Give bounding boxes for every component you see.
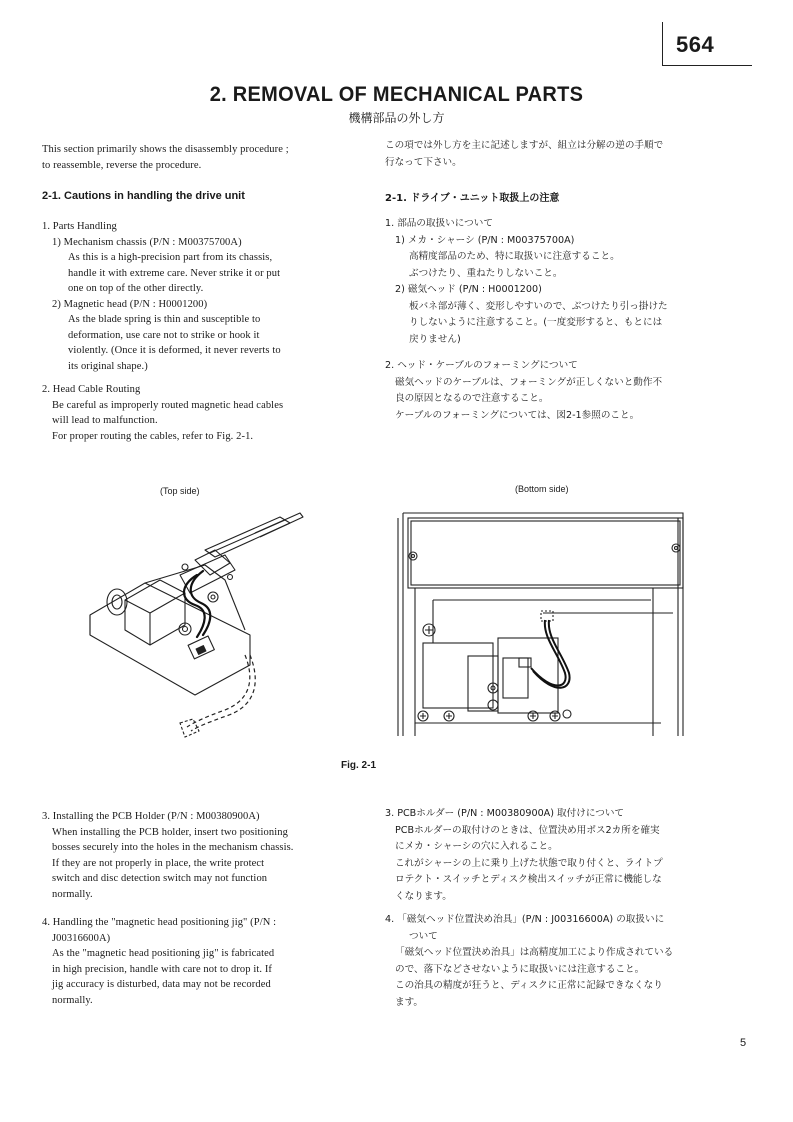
text-line: ケーブルのフォーミングについては、図2-1参照のこと。 [395, 409, 640, 421]
page-title-jp: 機構部品の外し方 [348, 111, 445, 125]
page-code-rule-vertical [662, 22, 663, 66]
text-line: 4. Handling the "magnetic head positioning jig" (P/N : [42, 917, 277, 928]
section-2-1-jp [385, 216, 668, 424]
text-line: deformation, use care not to strike or hook it [68, 329, 260, 341]
text-line: 2) Magnetic head (P/N : H0001200) [52, 298, 208, 310]
text-line: ロテクト・スイッチとディスク検出スイッチが正常に機能しな [395, 874, 662, 885]
text-line: 良の原因となるので注意すること。 [395, 393, 549, 404]
intro-jp-line: この項では外し方を主に記述しますが、組立は分解の逆の手順で [385, 140, 664, 151]
text-line: にメカ・シャーシの穴に入れること。 [395, 841, 558, 852]
text-line: ついて [409, 930, 438, 942]
text-line: bosses securely into the holes in the mechanism chassis. [52, 842, 294, 853]
text-line: in high precision, handle with care not to drop it. If [52, 963, 273, 975]
text-line: 「磁気ヘッド位置決め治具」は高精度加工により作成されている [395, 947, 674, 958]
text-line: ぶつけたり、重ねたりしないこと。 [409, 267, 563, 279]
section-4-en [42, 915, 276, 1008]
section-4-jp [385, 912, 673, 1011]
text-line: 3. PCBホルダー (P/N : M00380900A) 取付けについて [385, 808, 625, 819]
text-line: its original shape.) [68, 360, 148, 372]
figure-bottom-label: (Bottom side) [515, 484, 569, 494]
text-line: normally. [52, 888, 93, 900]
intro-en-line: This section primarily shows the disassembly procedure ; [42, 144, 289, 155]
text-line: 板バネ部が薄く、変形しやすいので、ぶつけたり引っ掛けた [409, 300, 668, 312]
intro-en-line: to reassemble, reverse the procedure. [42, 159, 202, 171]
page-code-rule-horizontal [662, 65, 752, 66]
text-line: PCBホルダーの取付けのときは、位置決め用ボス2カ所を確実 [395, 824, 660, 836]
section-heading-2-1-jp: 2-1. ドライブ・ユニット取扱上の注意 [385, 193, 560, 204]
text-line: 2. Head Cable Routing [42, 384, 141, 395]
text-line: As this is a high-precision part from its chassis, [68, 252, 273, 263]
text-line: normally. [52, 994, 93, 1006]
text-line: 2. ヘッド・ケーブルのフォーミングについて [385, 360, 578, 371]
section-3-jp [385, 806, 663, 905]
text-line: J00316600A) [52, 932, 111, 944]
figure-top-label: (Top side) [160, 486, 200, 496]
text-line: Be careful as improperly routed magnetic head cables [52, 399, 284, 411]
text-line: くなります。 [395, 890, 452, 902]
text-line: jig accuracy is disturbed, data may not be recorded [52, 979, 271, 990]
section-3-en [42, 809, 294, 902]
page-number: 5 [740, 1037, 747, 1049]
top-side-illustration [85, 505, 325, 745]
text-line: 磁気ヘッドのケーブルは、フォーミングが正しくないと動作不 [395, 376, 663, 388]
text-line: If they are not properly in place, the write protect [52, 857, 265, 869]
text-line: りしないように注意すること。(一度変形すると、もとには [409, 317, 663, 328]
text-line: As the "magnetic head positioning jig" is fabricated [52, 948, 275, 959]
page-title: 2. REMOVAL OF MECHANICAL PARTS [209, 82, 584, 106]
text-line: will lead to malfunction. [52, 415, 158, 426]
text-line: ので、落下などさせないように取扱いには注意すること。 [395, 963, 645, 975]
text-line: これがシャーシの上に乗り上げた状態で取り付くと、ライトプ [395, 857, 663, 869]
bottom-side-illustration [393, 508, 693, 736]
text-line: 2) 磁気ヘッド (P/N : H0001200) [395, 284, 542, 295]
text-line: この治具の精度が狂うと、ディスクに正常に記録できなくなり [395, 980, 663, 991]
text-line: handle it with extreme care. Never strike it or put [68, 267, 281, 279]
text-line: When installing the PCB holder, insert two positioning [52, 826, 288, 838]
figure-caption: Fig. 2-1 [341, 760, 377, 771]
text-line: 1) Mechanism chassis (P/N : M00375700A) [52, 236, 242, 248]
text-line: 3. Installing the PCB Holder (P/N : M00380900A) [42, 811, 260, 822]
text-line: ます。 [395, 996, 424, 1008]
text-line: 1. 部品の取扱いについて [385, 218, 493, 229]
text-line: 1) メカ・シャーシ (P/N : M00375700A) [395, 234, 575, 246]
text-line: one on top of the other directly. [68, 283, 204, 294]
intro-jp-line: 行なって下さい。 [385, 156, 462, 168]
page-code: 564 [676, 32, 715, 57]
text-line: switch and disc detection switch may not function [52, 873, 268, 884]
intro-en [42, 142, 289, 173]
text-line: For proper routing the cables, refer to Fig. 2-1. [52, 430, 254, 442]
text-line: 戻りません) [409, 333, 461, 345]
text-line: 1. Parts Handling [42, 221, 117, 232]
intro-jp [385, 138, 663, 171]
text-line: violently. (Once it is deformed, it never reverts to [68, 345, 281, 356]
text-line: As the blade spring is thin and susceptible to [68, 314, 261, 325]
section-2-1-en [42, 219, 283, 444]
text-line: 高精度部品のため、特に取扱いに注意すること。 [409, 251, 620, 262]
section-heading-2-1: 2-1. Cautions in handling the drive unit [42, 190, 245, 202]
text-line: 4. 「磁気ヘッド位置決め治具」(P/N : J00316600A) の取扱いに [385, 914, 665, 925]
